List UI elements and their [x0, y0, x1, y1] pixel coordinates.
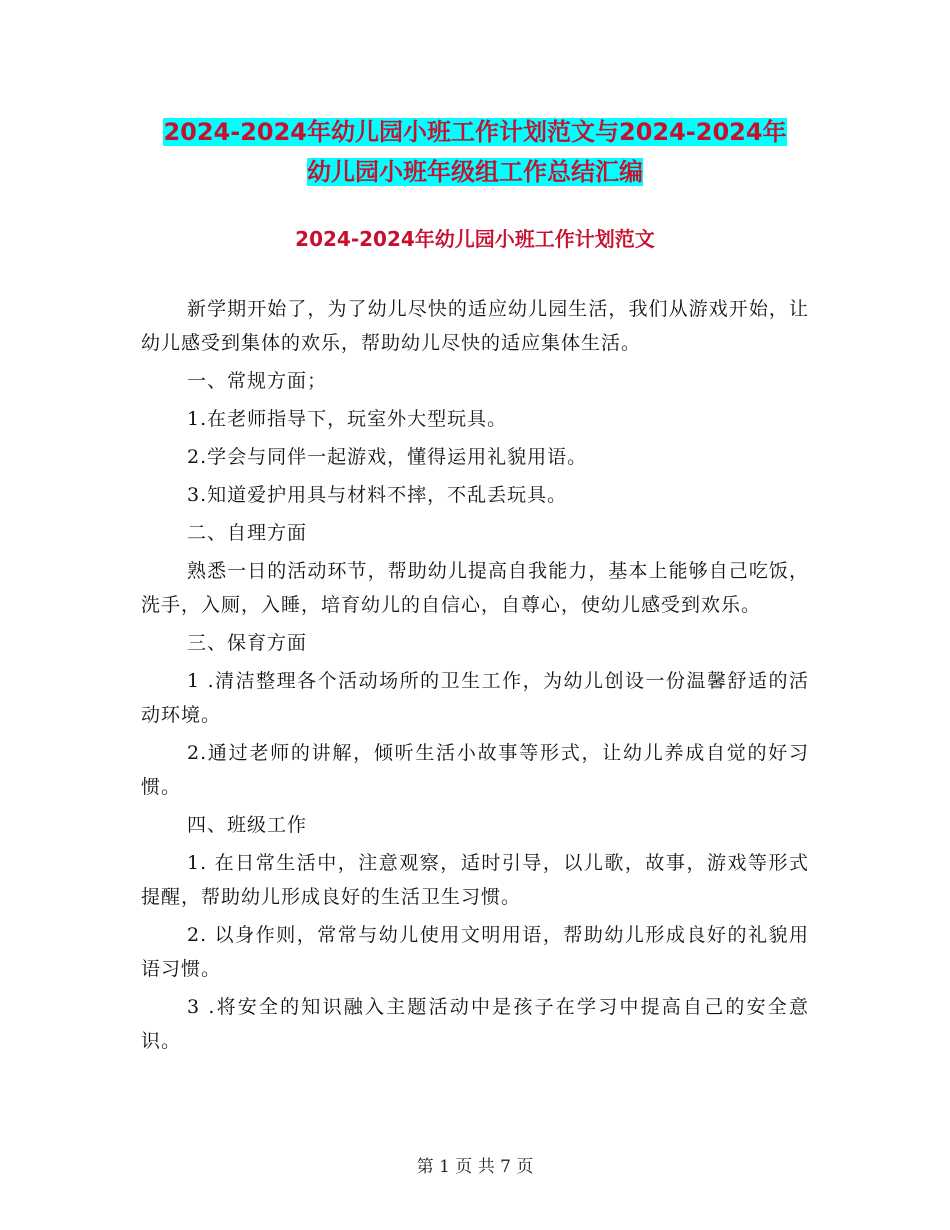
paragraph: 四、班级工作 — [187, 814, 308, 836]
paragraph: 熟悉一日的活动环节，帮助幼儿提高自我能力，基本上能够自己吃饭，洗手，入厕，入睡，培育幼儿的自信心，自尊心，使幼儿感受到欢乐。 — [141, 560, 809, 616]
paragraph: 1.在老师指导下，玩室外大型玩具。 — [187, 408, 508, 430]
paragraph: 三、保育方面 — [187, 632, 308, 654]
paragraph: 2.通过老师的讲解，倾听生活小故事等形式，让幼儿养成自觉的好习惯。 — [141, 742, 809, 798]
paragraph: 1 .清洁整理各个活动场所的卫生工作，为幼儿创设一份温馨舒适的活动环境。 — [141, 670, 809, 726]
paragraph: 一、常规方面； — [187, 370, 328, 392]
paragraph: 1. 在日常生活中，注意观察，适时引导，以儿歌，故事，游戏等形式提醒，帮助幼儿形成良好的生活卫生习惯。 — [141, 852, 809, 908]
paragraph: 新学期开始了，为了幼儿尽快的适应幼儿园生活，我们从游戏开始，让幼儿感受到集体的欢乐，帮助幼儿尽快的适应集体生活。 — [141, 298, 809, 354]
paragraph: 二、自理方面 — [187, 522, 308, 544]
paragraph: 3.知道爱护用具与材料不摔，不乱丢玩具。 — [187, 484, 568, 506]
paragraph: 2. 以身作则，常常与幼儿使用文明用语，帮助幼儿形成良好的礼貌用语习惯。 — [141, 924, 809, 980]
section-title: 2024-2024年幼儿园小班工作计划范文 — [295, 227, 655, 251]
document-title — [140, 112, 810, 192]
paragraph: 3 .将安全的知识融入主题活动中是孩子在学习中提高自己的安全意识。 — [141, 996, 809, 1052]
document-title-line-1: 2024-2024年幼儿园小班工作计划范文与2024-2024年 — [163, 118, 787, 146]
page-number-footer: 第 1 页 共 7 页 — [416, 1157, 534, 1177]
document-body — [141, 292, 809, 1062]
document-title-line-2: 幼儿园小班年级组工作总结汇编 — [307, 158, 643, 186]
paragraph: 2.学会与同伴一起游戏，懂得运用礼貌用语。 — [187, 446, 588, 468]
